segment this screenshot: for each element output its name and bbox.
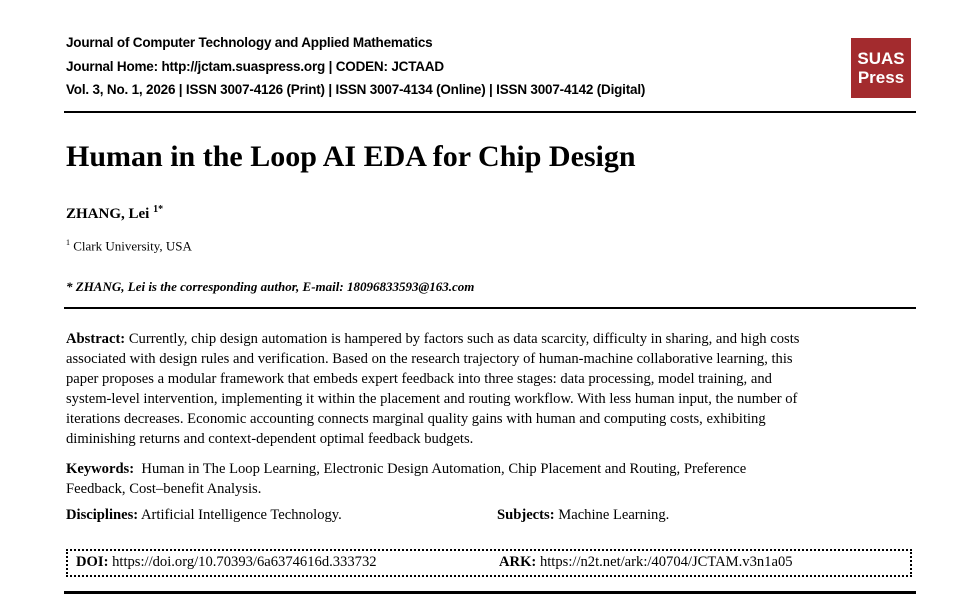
header-divider [64, 111, 916, 113]
abstract-line: iterations decreases. Economic accounting connects marginal quality gains with human and computing costs, exhibiting [66, 411, 766, 427]
doi-label: DOI: [76, 554, 109, 570]
subjects-value: Machine Learning. [558, 507, 670, 523]
abstract-line: system-level intervention, implementing it within the placement and routing workflow. With less human input, the number of [66, 391, 798, 407]
author-name: ZHANG, Lei [66, 206, 150, 222]
logo-line-1: SUAS [857, 49, 905, 68]
journal-home: Journal Home: http://jctam.suaspress.org | CODEN: JCTAAD [66, 59, 444, 74]
doi-link[interactable]: https://doi.org/10.70393/6a6374616d.333732 [112, 554, 377, 570]
abstract-label: Abstract: [66, 331, 126, 347]
keywords-line: Feedback, Cost–benefit Analysis. [66, 481, 262, 497]
abstract-line: diminishing returns and context-dependent optimal feedback budgets. [66, 431, 474, 447]
disciplines-value: Artificial Intelligence Technology. [141, 507, 342, 523]
doi [76, 554, 377, 571]
ark-link[interactable]: https://n2t.net/ark:/40704/JCTAM.v3n1a05 [539, 554, 793, 570]
keywords-label: Keywords: [66, 461, 135, 477]
journal-volume-issn: Vol. 3, No. 1, 2026 | ISSN 3007-4126 (Print) | ISSN 3007-4134 (Online) | ISSN 3007-4142 (Digital) [66, 82, 646, 97]
logo-line-2: Press [857, 68, 905, 87]
paper-title: Human in the Loop AI EDA for Chip Design [66, 140, 636, 173]
journal-name: Journal of Computer Technology and Applied Mathematics [66, 35, 433, 50]
affiliation [66, 238, 192, 254]
affiliation-text: Clark University, USA [73, 238, 192, 254]
affiliation-sup: 1 [66, 238, 70, 247]
keywords-line [66, 461, 746, 478]
abstract-line: associated with design rules and verification. Based on the research trajectory of human-machine collaborative learning, this [66, 351, 793, 367]
ark-label: ARK: [499, 554, 537, 570]
abstract-line: paper proposes a modular framework that embeds expert feedback into three stages: data processing, model training, and [66, 371, 772, 387]
disciplines-label: Disciplines: [66, 507, 139, 523]
keywords-text: Human in The Loop Learning, Electronic Design Automation, Chip Placement and Routing, Preference [141, 461, 747, 477]
subjects [497, 507, 669, 524]
disciplines [66, 507, 342, 524]
abstract-text: Currently, chip design automation is hampered by factors such as data scarcity, difficulty in sharing, and high costs [128, 331, 800, 347]
abstract-line [66, 331, 799, 348]
corresponding-author: * ZHANG, Lei is the corresponding author, E-mail: 18096833593@163.com [66, 279, 475, 294]
author [66, 204, 163, 223]
suas-press-logo [851, 38, 911, 98]
section-divider [64, 307, 916, 309]
footer-divider [64, 591, 916, 594]
ark [499, 554, 793, 571]
subjects-label: Subjects: [497, 507, 555, 523]
author-sup: 1* [153, 204, 164, 215]
